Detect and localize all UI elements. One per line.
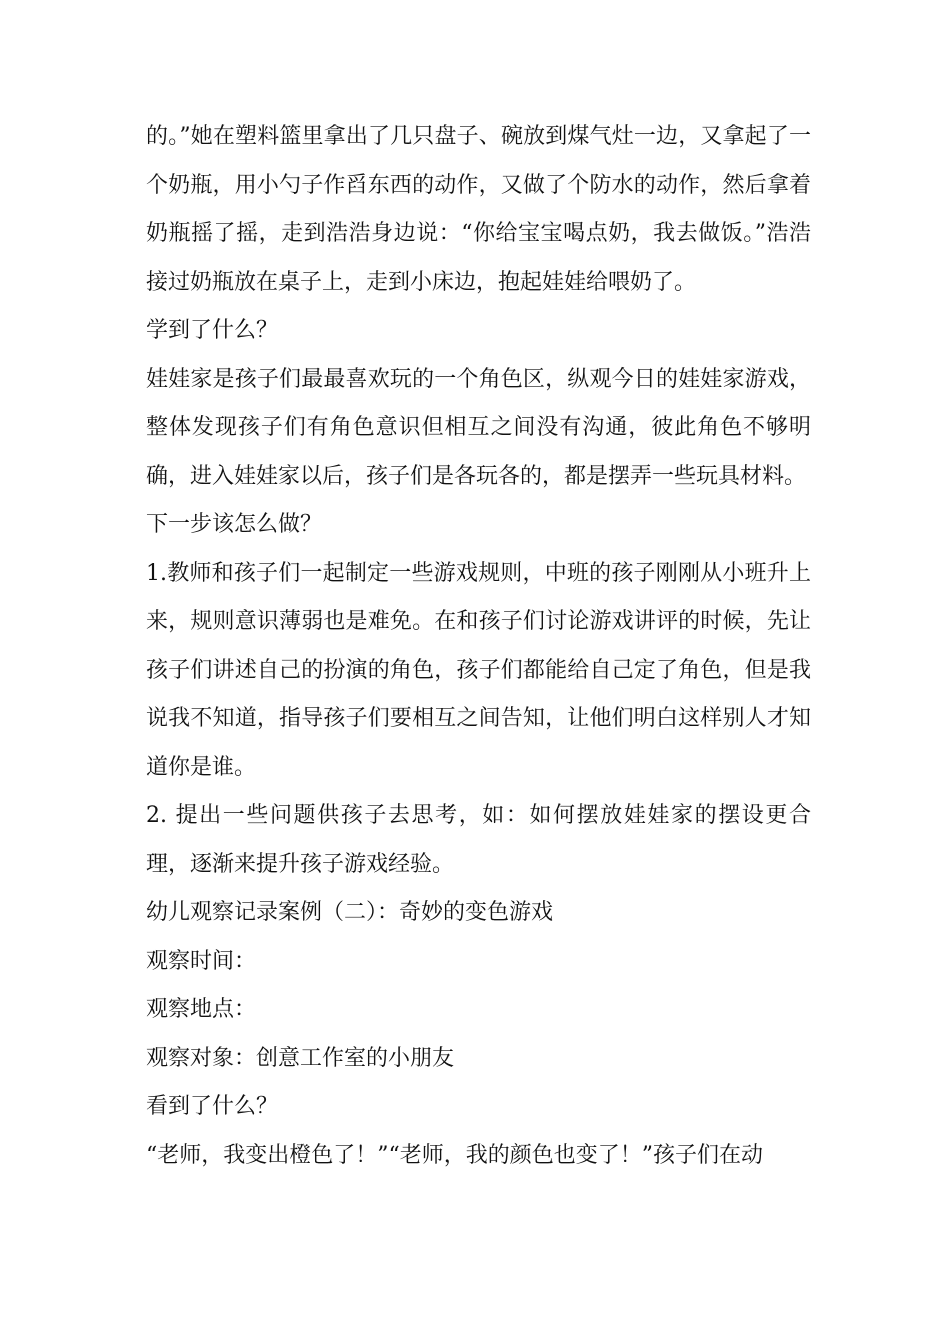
paragraph-step-1: 1.教师和孩子们一起制定一些游戏规则，中班的孩子刚刚从小班升上来，规则意识薄弱也是难免。在和孩子们讨论游戏讲评的时候，先让孩子们讲述自己的扮演的角色，孩子们都能给自己定了角色，但是我说我不知道，指导孩子们要相互之间告知，让他们明白这样别人才知道你是谁。 <box>146 560 811 780</box>
heading-what-learned: 学到了什么？ <box>146 318 279 343</box>
paragraph-color-game: “老师，我变出橙色了！”“老师，我的颜色也变了！”孩子们在动 <box>146 1142 763 1168</box>
document-body <box>146 113 811 1180</box>
paragraph-cooking-play: 的。”她在塑料篮里拿出了几只盘子、碗放到煤气灶一边，又拿起了一个奶瓶，用小勺子作舀东西的动作，又做了个防水的动作，然后拿着奶瓶摇了摇，走到浩浩身边说：“你给宝宝喝点奶，我去做饭。”浩浩接过奶瓶放在桌子上，走到小床边，抱起娃娃给喂奶了。 <box>146 124 811 295</box>
observation-subject: 观察对象：创意工作室的小朋友 <box>146 1045 455 1071</box>
heading-next-steps: 下一步该怎么做？ <box>146 512 323 537</box>
observation-place: 观察地点： <box>146 997 257 1022</box>
paragraph-step-2: 2. 提出一些问题供孩子去思考，如：如何摆放娃娃家的摆设更合理，逐渐来提升孩子游戏经验。 <box>146 803 811 877</box>
case-title: 幼儿观察记录案例（二）：奇妙的变色游戏 <box>146 900 554 925</box>
observation-time: 观察时间： <box>146 948 257 974</box>
heading-what-seen: 看到了什么？ <box>146 1094 279 1119</box>
paragraph-analysis: 娃娃家是孩子们最最喜欢玩的一个角色区，纵观今日的娃娃家游戏，整体发现孩子们有角色意识但相互之间没有沟通，彼此角色不够明确，进入娃娃家以后，孩子们是各玩各的，都是摆弄一些玩具材料。 <box>146 366 811 489</box>
